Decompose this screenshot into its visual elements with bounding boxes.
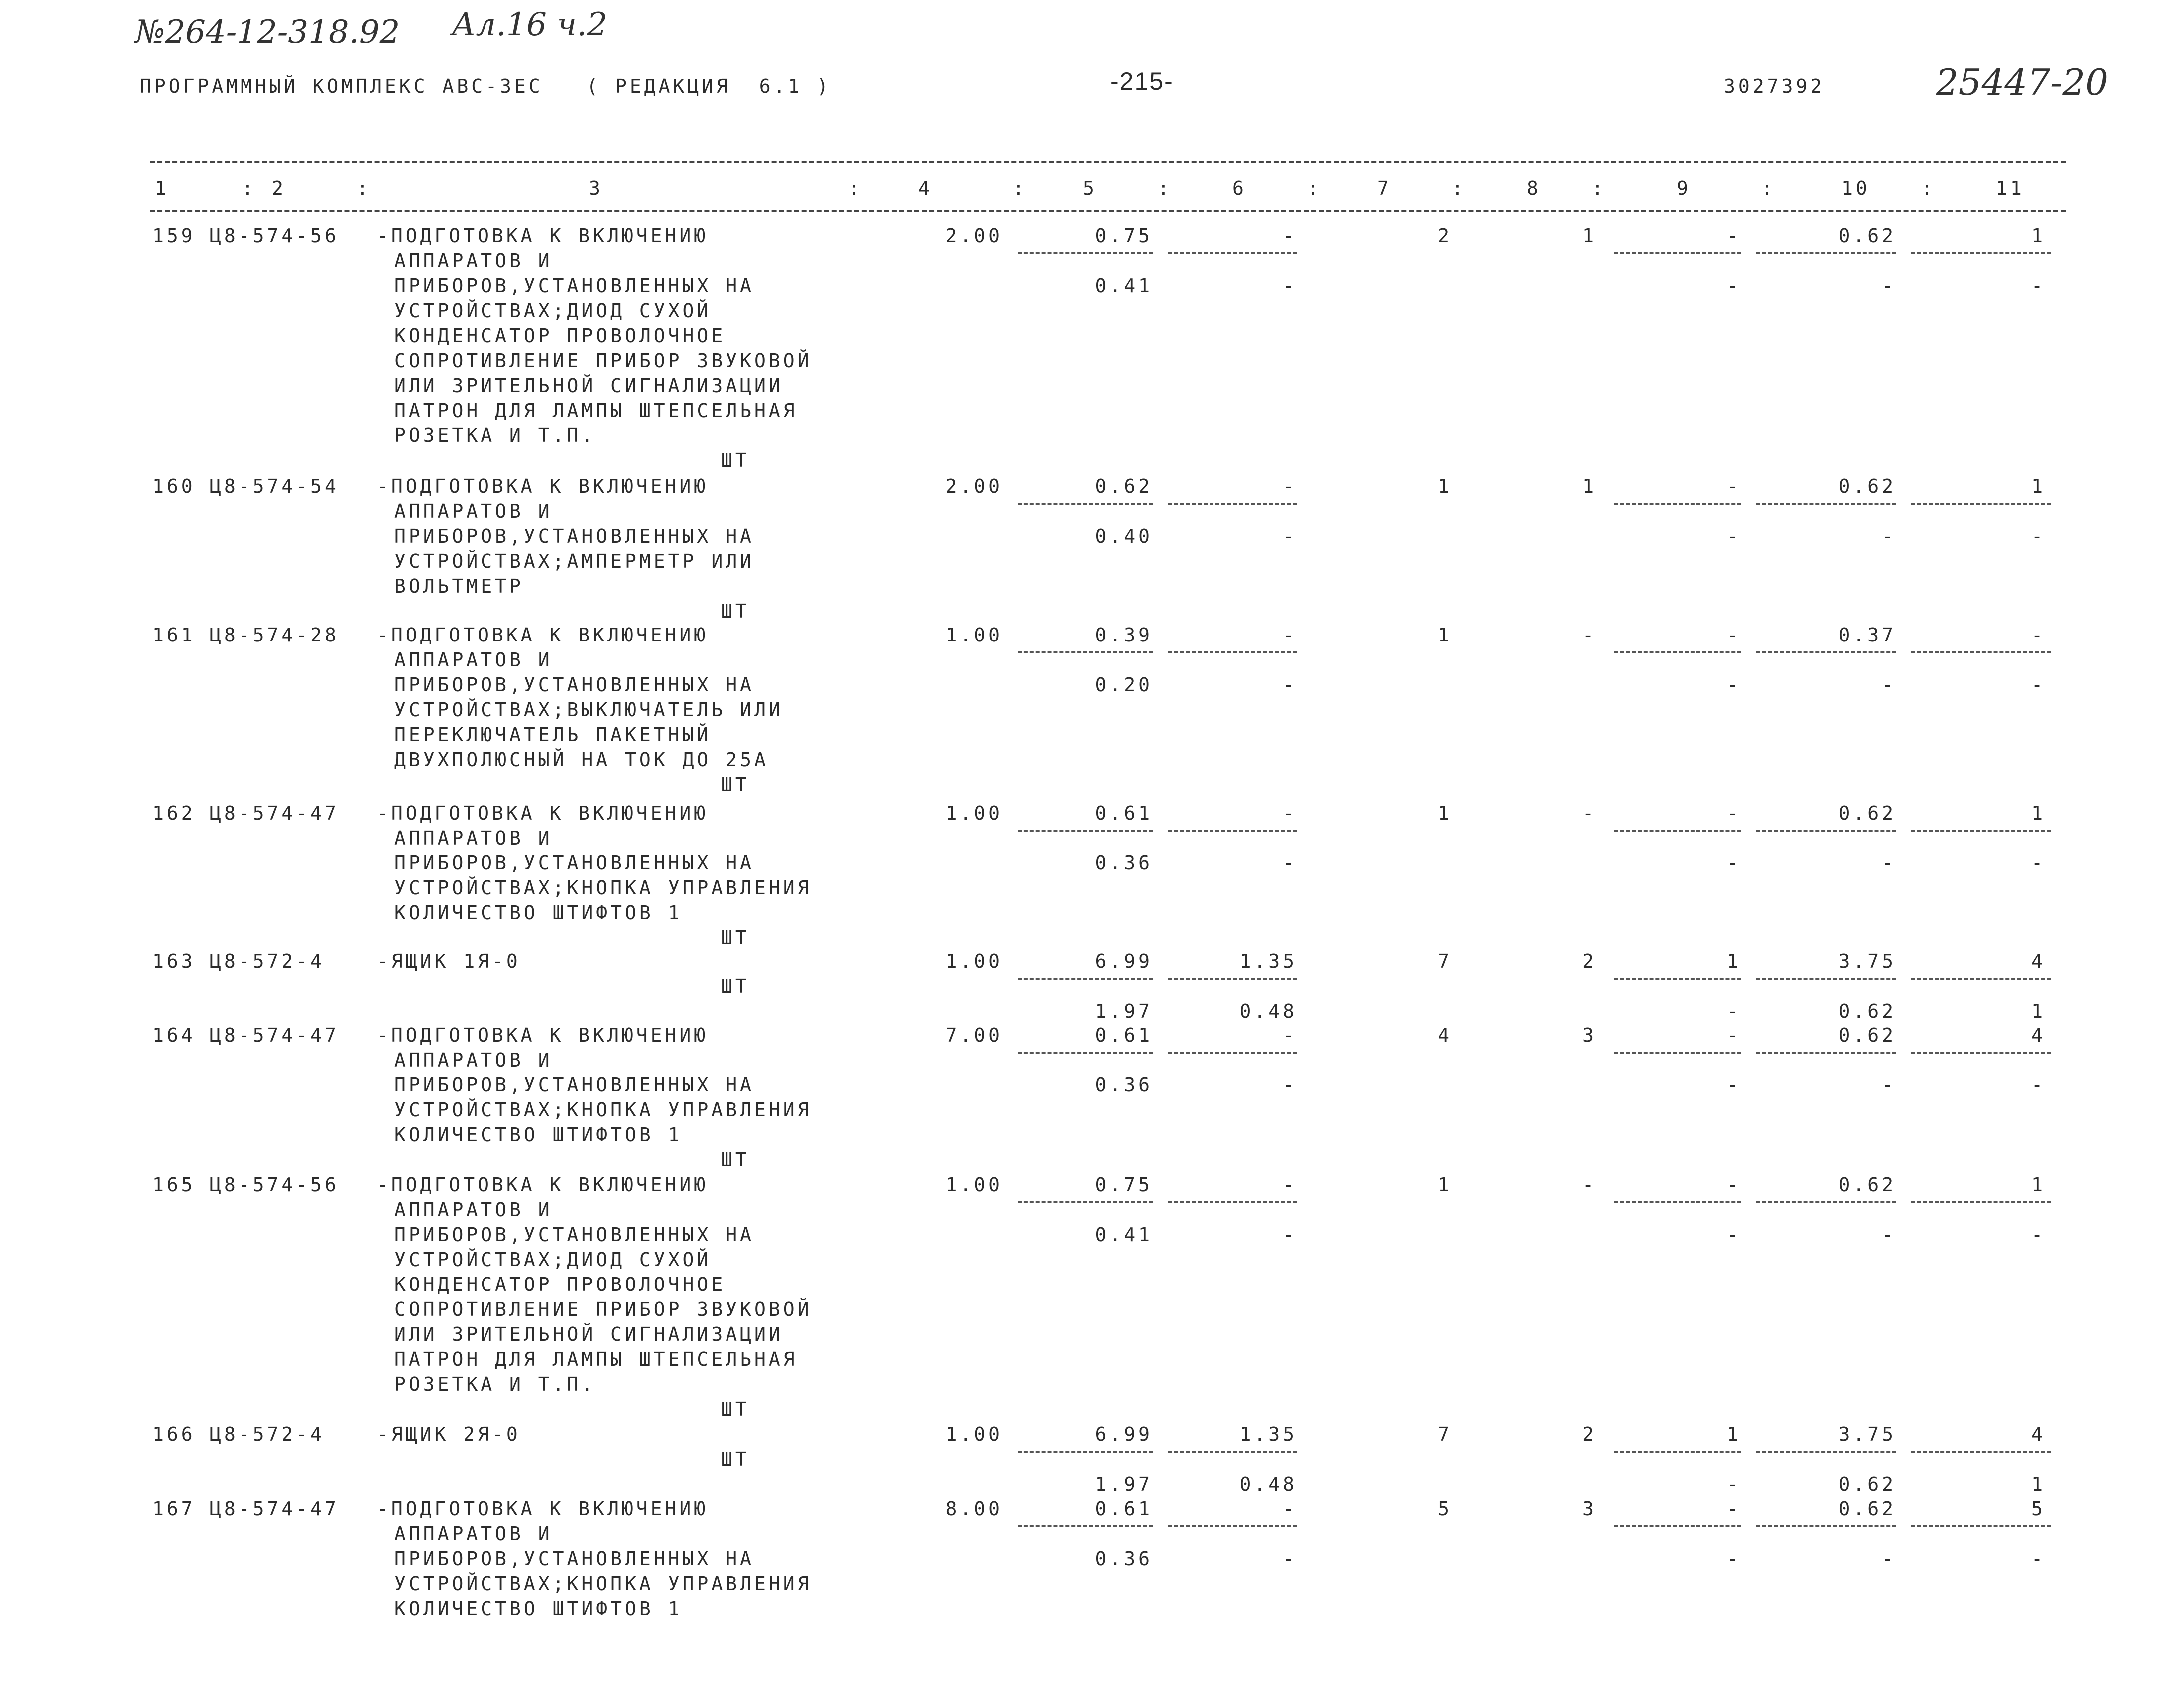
column-header-7: 7 [1377,177,1392,199]
description-line: КОНДЕНСАТОР ПРОВОЛОЧНОЕ [394,325,726,347]
cell-divider [1614,503,1741,505]
column-separator: : [1013,177,1027,199]
value-c5b: 1.97 [1095,1473,1153,1495]
value-c5b: 0.36 [1095,1548,1153,1570]
unit-label: ШТ [721,1149,750,1171]
program-header: ПРОГРАММНЫЙ КОМПЛЕКС АВС-3ЕС ( РЕДАКЦИЯ 6.1 ) [140,75,832,97]
value-c9b: - [1727,674,1741,696]
value-c6b: - [1283,1074,1297,1096]
value-c5b: 0.20 [1095,674,1153,696]
row-code: Ц8-574-47 [210,1024,339,1046]
value-c4: 1.00 [945,1174,1003,1196]
description-line: УСТРОЙСТВАХ;ДИОД СУХОЙ [394,300,712,322]
description-line: УСТРОЙСТВАХ;АМПЕРМЕТР ИЛИ [394,550,754,572]
value-c10b: - [1882,852,1896,874]
row-code: Ц8-572-4 [210,950,325,972]
value-c9: 1 [1727,950,1741,972]
value-c7: 2 [1438,225,1452,247]
value-c11b: - [2031,852,2046,874]
row-code: Ц8-574-47 [210,802,339,824]
description-line: -ПОДГОТОВКА К ВКЛЮЧЕНИЮ [377,1024,709,1046]
description-line: ДВУХПОЛЮСНЫЙ НА ТОК ДО 25А [394,749,769,771]
column-header-2: 2 [272,177,286,199]
value-c7: 5 [1438,1498,1452,1520]
cell-divider [1911,1451,2051,1453]
cell-divider [1911,651,2051,653]
value-c5: 0.75 [1095,1174,1153,1196]
description-line: ПРИБОРОВ,УСТАНОВЛЕННЫХ НА [394,275,754,297]
value-c6b: - [1283,525,1297,547]
value-c9b: - [1727,1074,1741,1096]
value-c11: 5 [2031,1498,2046,1520]
value-c11: 1 [2031,225,2046,247]
description-line: ПАТРОН ДЛЯ ЛАМПЫ ШТЕПСЕЛЬНАЯ [394,1348,798,1370]
value-c6: - [1283,802,1297,824]
value-c10: 0.62 [1838,475,1896,497]
value-c5: 0.62 [1095,475,1153,497]
description-line: КОНДЕНСАТОР ПРОВОЛОЧНОЕ [394,1274,726,1295]
value-c9b: - [1727,852,1741,874]
value-c9: - [1727,624,1741,646]
value-c11b: - [2031,1548,2046,1570]
value-c11b: 1 [2031,1000,2046,1022]
value-c5: 6.99 [1095,950,1153,972]
value-c7: 7 [1438,950,1452,972]
value-c10: 3.75 [1838,1423,1896,1445]
cell-divider [1018,1201,1153,1203]
value-c11: 1 [2031,802,2046,824]
value-c9: - [1727,1024,1741,1046]
value-c9: 1 [1727,1423,1741,1445]
value-c5: 0.61 [1095,1498,1153,1520]
value-c9b: - [1727,1000,1741,1022]
unit-label: ШТ [721,1448,750,1470]
value-c4: 1.00 [945,802,1003,824]
value-c4: 8.00 [945,1498,1003,1520]
table-header-rule [150,210,2066,212]
value-c11: - [2031,624,2046,646]
column-header-4: 4 [918,177,933,199]
value-c4: 2.00 [945,225,1003,247]
handwritten-sheet: Ал.16 ч.2 [452,6,608,43]
value-c6b: - [1283,674,1297,696]
column-header-9: 9 [1677,177,1691,199]
unit-label: ШТ [721,774,750,796]
value-c10b: - [1882,674,1896,696]
value-c4: 1.00 [945,1423,1003,1445]
column-separator: : [1158,177,1172,199]
description-line: АППАРАТОВ И [394,1523,553,1545]
column-separator: : [1921,177,1936,199]
description-line: ПАТРОН ДЛЯ ЛАМПЫ ШТЕПСЕЛЬНАЯ [394,400,798,422]
row-code: Ц8-572-4 [210,1423,325,1445]
value-c9b: - [1727,275,1741,297]
value-c8: - [1582,802,1597,824]
value-c9: - [1727,802,1741,824]
cell-divider [1018,503,1153,505]
description-line: -ПОДГОТОВКА К ВКЛЮЧЕНИЮ [377,225,709,247]
value-c7: 1 [1438,802,1452,824]
cell-divider [1911,1201,2051,1203]
cell-divider [1756,830,1896,832]
cell-divider [1614,1451,1741,1453]
value-c10b: - [1882,1548,1896,1570]
value-c6b: - [1283,1224,1297,1246]
value-c10: 0.62 [1838,225,1896,247]
value-c11b: 1 [2031,1473,2046,1495]
cell-divider [1018,978,1153,980]
description-line: ВОЛЬТМЕТР [394,575,524,597]
value-c6: 1.35 [1239,1423,1297,1445]
unit-label: ШТ [721,449,750,471]
row-number: 163 [152,950,196,972]
cell-divider [1018,830,1153,832]
description-line: УСТРОЙСТВАХ;ВЫКЛЮЧАТЕЛЬ ИЛИ [394,699,783,721]
value-c10b: - [1882,525,1896,547]
value-c7: 4 [1438,1024,1452,1046]
handwritten-doc-number: 25447-20 [1936,61,2108,103]
value-c9: - [1727,1498,1741,1520]
value-c9b: - [1727,1548,1741,1570]
row-number: 160 [152,475,196,497]
value-c6b: 0.48 [1239,1473,1297,1495]
description-line: УСТРОЙСТВАХ;ДИОД СУХОЙ [394,1249,712,1271]
value-c5b: 1.97 [1095,1000,1153,1022]
cell-divider [1018,252,1153,254]
value-c11b: - [2031,525,2046,547]
description-line: ИЛИ ЗРИТЕЛЬНОЙ СИГНАЛИЗАЦИИ [394,1323,783,1345]
value-c6: - [1283,475,1297,497]
column-separator: : [242,177,256,199]
value-c11b: - [2031,275,2046,297]
cell-divider [1756,1525,1896,1527]
cell-divider [1756,252,1896,254]
value-c9: - [1727,225,1741,247]
row-number: 167 [152,1498,196,1520]
description-line: -ПОДГОТОВКА К ВКЛЮЧЕНИЮ [377,1498,709,1520]
cell-divider [1911,252,2051,254]
description-line: УСТРОЙСТВАХ;КНОПКА УПРАВЛЕНИЯ [394,1573,812,1595]
value-c9b: - [1727,525,1741,547]
value-c9: - [1727,1174,1741,1196]
unit-label: ШТ [721,975,750,997]
value-c10: 3.75 [1838,950,1896,972]
column-header-8: 8 [1527,177,1541,199]
description-line: СОПРОТИВЛЕНИЕ ПРИБОР ЗВУКОВОЙ [394,350,812,372]
cell-divider [1018,1052,1153,1054]
value-c9: - [1727,475,1741,497]
cell-divider [1168,1052,1297,1054]
cell-divider [1168,252,1297,254]
value-c8: - [1582,1174,1597,1196]
row-number: 161 [152,624,196,646]
description-line: УСТРОЙСТВАХ;КНОПКА УПРАВЛЕНИЯ [394,1099,812,1121]
column-separator: : [1592,177,1606,199]
column-separator: : [1761,177,1776,199]
value-c6b: - [1283,1548,1297,1570]
cell-divider [1756,651,1896,653]
value-c5b: 0.36 [1095,1074,1153,1096]
value-c10: 0.37 [1838,624,1896,646]
cell-divider [1018,1451,1153,1453]
value-c5b: 0.40 [1095,525,1153,547]
cell-divider [1911,978,2051,980]
value-c8: - [1582,624,1597,646]
value-c11b: - [2031,1074,2046,1096]
cell-divider [1614,1201,1741,1203]
cell-divider [1614,651,1741,653]
row-number: 164 [152,1024,196,1046]
description-line: ПРИБОРОВ,УСТАНОВЛЕННЫХ НА [394,674,754,696]
description-line: ПЕРЕКЛЮЧАТЕЛЬ ПАКЕТНЫЙ [394,724,712,746]
cell-divider [1756,1201,1896,1203]
description-line: -ЯЩИК 1Я-0 [377,950,521,972]
description-line: ПРИБОРОВ,УСТАНОВЛЕННЫХ НА [394,1548,754,1570]
value-c10b: - [1882,1224,1896,1246]
row-code: Ц8-574-56 [210,1174,339,1196]
cell-divider [1168,978,1297,980]
cell-divider [1756,978,1896,980]
unit-label: ШТ [721,927,750,949]
value-c4: 7.00 [945,1024,1003,1046]
cell-divider [1168,651,1297,653]
value-c10b: 0.62 [1838,1473,1896,1495]
value-c11: 4 [2031,1024,2046,1046]
cell-divider [1018,651,1153,653]
description-line: РОЗЕТКА И Т.П. [394,425,596,446]
value-c10: 0.62 [1838,802,1896,824]
handwritten-reference: №264-12-318.92 [135,14,400,51]
value-c5b: 0.36 [1095,852,1153,874]
cell-divider [1168,830,1297,832]
value-c10b: 0.62 [1838,1000,1896,1022]
column-header-1: 1 [155,177,169,199]
cell-divider [1614,252,1741,254]
column-separator: : [1452,177,1466,199]
description-line: -ЯЩИК 2Я-0 [377,1423,521,1445]
cell-divider [1911,1525,2051,1527]
column-header-11: 11 [1996,177,2025,199]
description-line: АППАРАТОВ И [394,649,553,671]
value-c6: - [1283,225,1297,247]
value-c6: 1.35 [1239,950,1297,972]
value-c11: 4 [2031,950,2046,972]
description-line: -ПОДГОТОВКА К ВКЛЮЧЕНИЮ [377,475,709,497]
row-number: 166 [152,1423,196,1445]
table-top-rule [150,161,2066,163]
value-c5: 0.61 [1095,802,1153,824]
description-line: -ПОДГОТОВКА К ВКЛЮЧЕНИЮ [377,624,709,646]
value-c8: 3 [1582,1024,1597,1046]
row-code: Ц8-574-54 [210,475,339,497]
description-line: ПРИБОРОВ,УСТАНОВЛЕННЫХ НА [394,1224,754,1246]
description-line: АППАРАТОВ И [394,1049,553,1071]
cell-divider [1168,503,1297,505]
description-line: ПРИБОРОВ,УСТАНОВЛЕННЫХ НА [394,525,754,547]
description-line: АППАРАТОВ И [394,250,553,272]
description-line: РОЗЕТКА И Т.П. [394,1373,596,1395]
column-header-6: 6 [1232,177,1247,199]
value-c5b: 0.41 [1095,1224,1153,1246]
value-c5: 6.99 [1095,1423,1153,1445]
value-c5: 0.61 [1095,1024,1153,1046]
value-c5: 0.39 [1095,624,1153,646]
description-line: КОЛИЧЕСТВО ШТИФТОВ 1 [394,1598,683,1620]
row-number: 162 [152,802,196,824]
value-c4: 2.00 [945,475,1003,497]
value-c6b: - [1283,275,1297,297]
cell-divider [1018,1525,1153,1527]
row-code: Ц8-574-28 [210,624,339,646]
value-c4: 1.00 [945,950,1003,972]
description-line: СОПРОТИВЛЕНИЕ ПРИБОР ЗВУКОВОЙ [394,1298,812,1320]
value-c10: 0.62 [1838,1174,1896,1196]
column-separator: : [1307,177,1322,199]
cell-divider [1756,1451,1896,1453]
description-line: -ПОДГОТОВКА К ВКЛЮЧЕНИЮ [377,1174,709,1196]
row-number: 165 [152,1174,196,1196]
value-c11: 1 [2031,1174,2046,1196]
column-separator: : [848,177,863,199]
value-c6b: 0.48 [1239,1000,1297,1022]
value-c7: 1 [1438,1174,1452,1196]
value-c8: 1 [1582,475,1597,497]
value-c11: 1 [2031,475,2046,497]
value-c8: 2 [1582,950,1597,972]
document-code: 3027392 [1724,75,1825,97]
value-c8: 2 [1582,1423,1597,1445]
description-line: ПРИБОРОВ,УСТАНОВЛЕННЫХ НА [394,852,754,874]
value-c7: 1 [1438,624,1452,646]
cell-divider [1168,1201,1297,1203]
value-c10b: - [1882,275,1896,297]
description-line: АППАРАТОВ И [394,500,553,522]
row-code: Ц8-574-56 [210,225,339,247]
value-c5b: 0.41 [1095,275,1153,297]
value-c6b: - [1283,852,1297,874]
cell-divider [1168,1451,1297,1453]
column-separator: : [357,177,371,199]
value-c7: 1 [1438,475,1452,497]
value-c4: 1.00 [945,624,1003,646]
value-c9b: - [1727,1224,1741,1246]
column-header-5: 5 [1083,177,1097,199]
description-line: -ПОДГОТОВКА К ВКЛЮЧЕНИЮ [377,802,709,824]
value-c10b: - [1882,1074,1896,1096]
cell-divider [1756,1052,1896,1054]
cell-divider [1614,1525,1741,1527]
cell-divider [1911,1052,2051,1054]
value-c6: - [1283,1498,1297,1520]
value-c5: 0.75 [1095,225,1153,247]
description-line: КОЛИЧЕСТВО ШТИФТОВ 1 [394,1124,683,1146]
column-header-10: 10 [1841,177,1870,199]
column-header-3: 3 [589,177,603,199]
value-c10: 0.62 [1838,1498,1896,1520]
page-number: -215- [1110,67,1174,95]
value-c6: - [1283,1174,1297,1196]
unit-label: ШТ [721,1398,750,1420]
cell-divider [1911,830,2051,832]
description-line: ИЛИ ЗРИТЕЛЬНОЙ СИГНАЛИЗАЦИИ [394,375,783,397]
value-c6: - [1283,624,1297,646]
cell-divider [1614,1052,1741,1054]
description-line: УСТРОЙСТВАХ;КНОПКА УПРАВЛЕНИЯ [394,877,812,899]
unit-label: ШТ [721,600,750,622]
value-c11b: - [2031,674,2046,696]
row-number: 159 [152,225,196,247]
value-c6: - [1283,1024,1297,1046]
description-line: АППАРАТОВ И [394,1199,553,1221]
cell-divider [1756,503,1896,505]
cell-divider [1614,978,1741,980]
cell-divider [1614,830,1741,832]
value-c8: 3 [1582,1498,1597,1520]
value-c7: 7 [1438,1423,1452,1445]
description-line: АППАРАТОВ И [394,827,553,849]
row-code: Ц8-574-47 [210,1498,339,1520]
value-c11b: - [2031,1224,2046,1246]
value-c11: 4 [2031,1423,2046,1445]
cell-divider [1168,1525,1297,1527]
description-line: КОЛИЧЕСТВО ШТИФТОВ 1 [394,902,683,924]
value-c8: 1 [1582,225,1597,247]
value-c10: 0.62 [1838,1024,1896,1046]
value-c9b: - [1727,1473,1741,1495]
description-line: ПРИБОРОВ,УСТАНОВЛЕННЫХ НА [394,1074,754,1096]
cell-divider [1911,503,2051,505]
